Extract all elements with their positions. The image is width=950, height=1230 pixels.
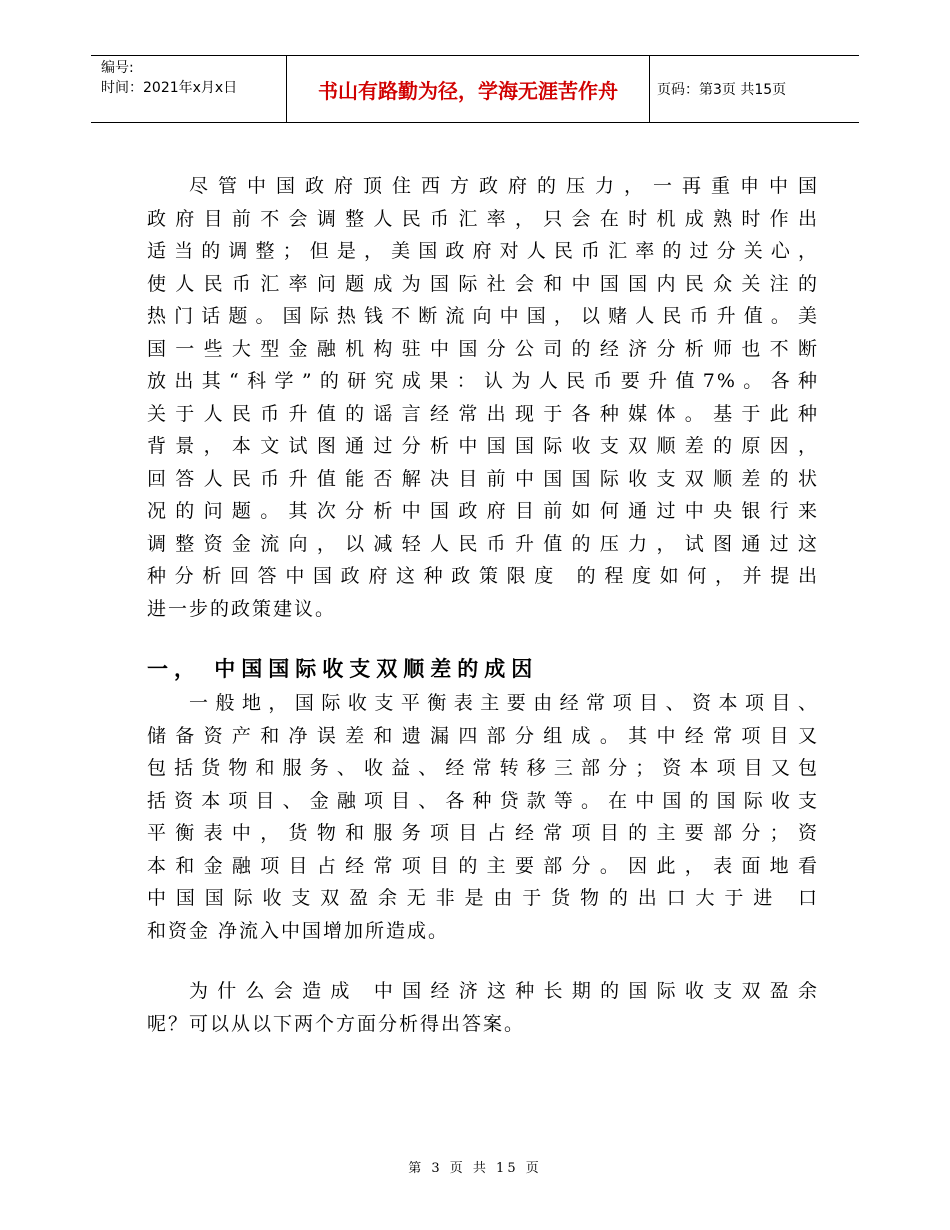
text-line: 平衡表中，货物和服务项目占经常项目的主要部分；资 (147, 822, 819, 844)
text-line: 呢？可以从以下两个方面分析得出答案。 (147, 1012, 526, 1035)
header-left-cell (101, 58, 237, 98)
text-line: 括资本项目、金融项目、各种贷款等。在中国的国际收支 (147, 789, 819, 812)
text-line: 国一些大型金融机构驻中国分公司的经济分析师也不断 (147, 337, 819, 360)
text-line: 和资金 净流入中国增加所造成。 (147, 919, 450, 942)
text-line: 尽管中国政府顶住西方政府的压力，一再重申中国 (189, 175, 819, 197)
text-line: 况的问题。其次分析中国政府目前如何通过中央银行来 (147, 500, 819, 522)
text-line: 种分析回答中国政府这种政策限度 的程度如何，并提出 (147, 565, 819, 587)
text-line: 储备资产和净误差和遗漏四部分组成。其中经常项目又 (147, 724, 819, 747)
header-page-info: 页码：第3页 共15页 (657, 82, 787, 98)
text-line: 适当的调整；但是，美国政府对人民币汇率的过分关心， (147, 240, 819, 262)
text-line: 政府目前不会调整人民币汇率，只会在时机成熟时作出 (147, 207, 819, 230)
text-line: 回答人民币升值能否解决目前中国国际收支双顺差的状 (147, 467, 819, 490)
paragraph-causes (147, 687, 819, 947)
header-divider (649, 56, 650, 122)
text-line: 放出其“科学”的研究成果：认为人民币要升值7%。各种 (147, 370, 819, 392)
text-line: 为什么会造成 中国经济这种长期的国际收支双盈余 (189, 980, 819, 1002)
text-line: 一般地，国际收支平衡表主要由经常项目、资本项目、 (189, 692, 819, 714)
section-heading: 一， 中国国际收支双顺差的成因 (147, 657, 539, 681)
paragraph-intro (147, 170, 819, 625)
header-motto: 书山有路勤为径，学海无涯苦作舟 (318, 79, 618, 103)
text-line: 热门话题。国际热钱不断流向中国，以赌人民币升值。美 (147, 305, 819, 327)
page-footer: 第 3 页 共 15 页 (408, 1161, 542, 1176)
text-line: 使人民币汇率问题成为国际社会和中国国内民众关注的 (147, 272, 819, 295)
page-header (91, 55, 859, 123)
text-line: 中国国际收支双盈余无非是由于货物的出口大于进 口 (147, 887, 819, 909)
text-line: 关于人民币升值的谣言经常出现于各种媒体。基于此种 (147, 402, 819, 425)
text-line: 包括货物和服务、收益、经常转移三部分；资本项目又包 (147, 757, 819, 779)
number-label: 编号: (101, 60, 134, 76)
paragraph-question (147, 975, 819, 1040)
time-label: 时间：2021年x月x日 (101, 80, 238, 96)
text-line: 背景，本文试图通过分析中国国际收支双顺差的原因， (147, 435, 819, 457)
text-line: 本和金融项目占经常项目的主要部分。因此，表面地看 (147, 854, 819, 877)
text-line: 进一步的政策建议。 (147, 597, 337, 620)
text-line: 调整资金流向，以减轻人民币升值的压力，试图通过这 (147, 532, 819, 555)
